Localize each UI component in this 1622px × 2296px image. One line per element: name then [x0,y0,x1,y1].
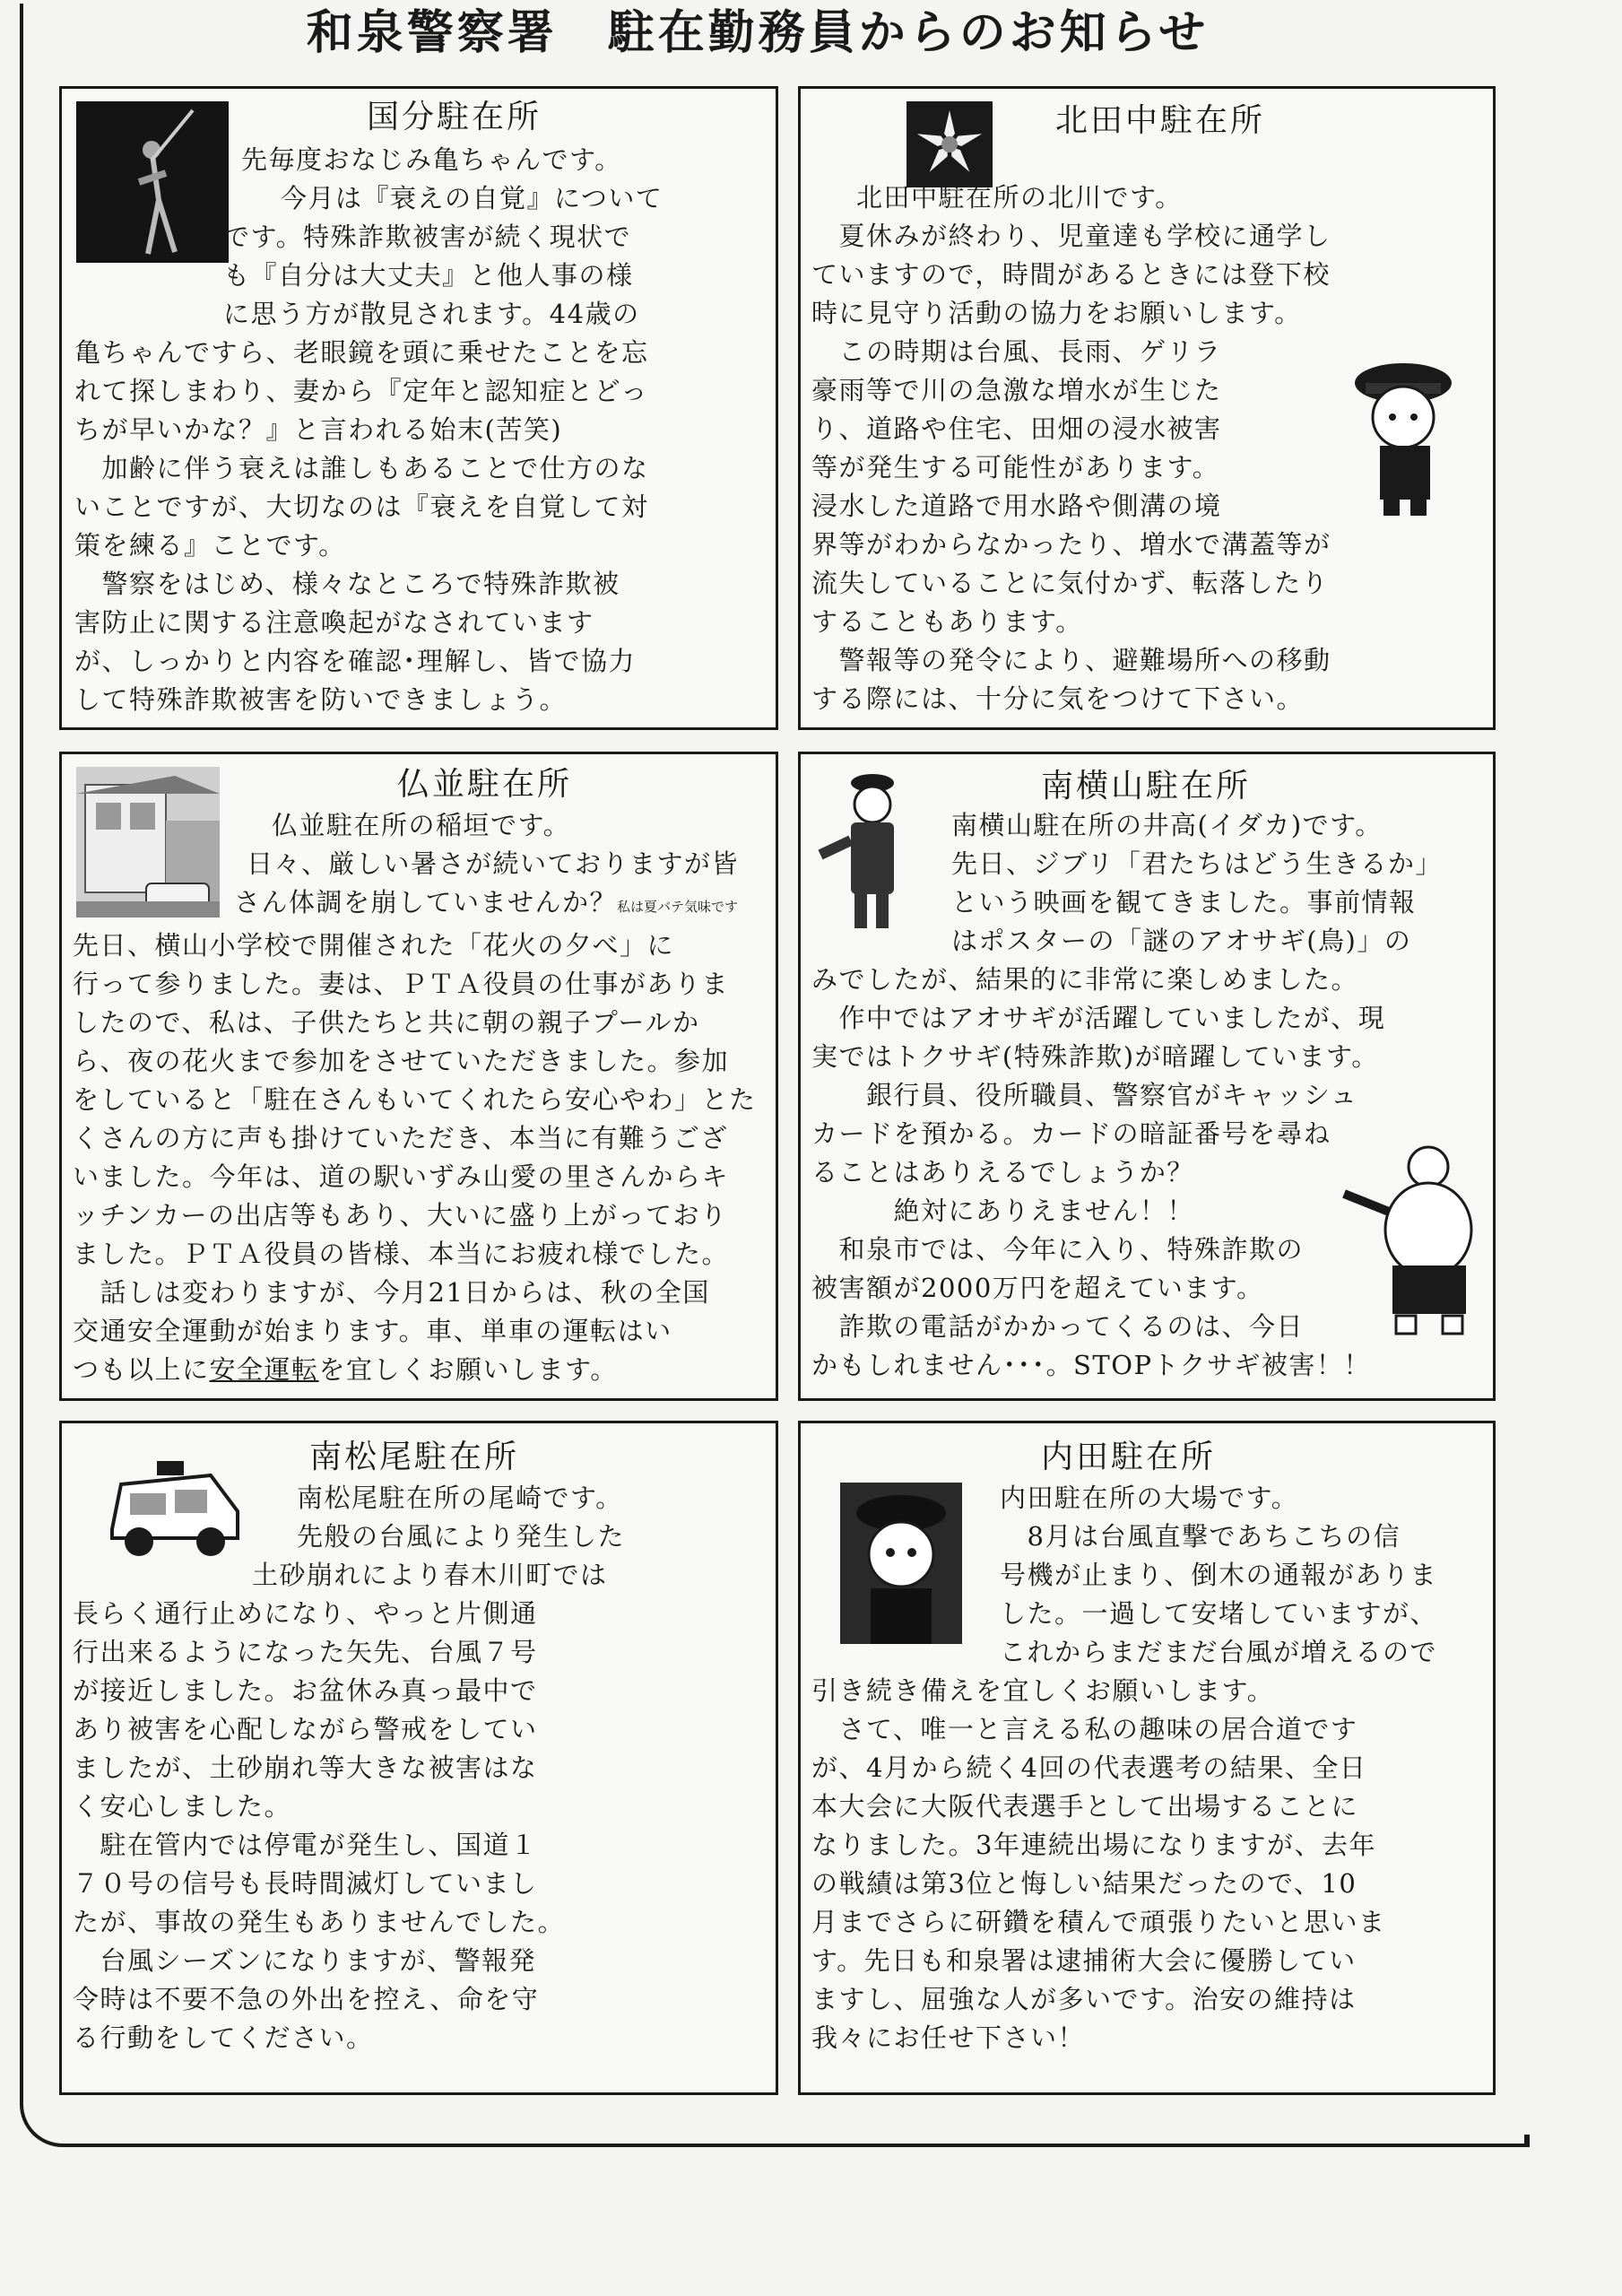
text-line: なりました。3年連続出場になりますが、去年 [811,1830,1376,1860]
text-line: 亀ちゃんですら、老眼鏡を頭に乗せたことを忘 [74,337,649,368]
text-line: して特殊詐欺被害を防いできましょう。 [74,684,568,715]
police-officer-illustration [1348,347,1464,517]
text-line: 令時は不要不急の外出を控え、命を守 [73,1984,540,2014]
text-line: も『自分は大丈夫』と他人事の様 [223,260,634,291]
text-line: をしていると「駐在さんもいてくれたら安心やわ」とた [73,1084,757,1115]
text-line: り、道路や住宅、田畑の浸水被害 [811,413,1222,444]
text-line: 先毎度おなじみ亀ちゃんです。 [241,144,622,175]
text-line: する際には、十分に気をつけて下さい。 [811,683,1305,714]
text-line: ました。ＰＴＡ役員の皆様、本当にお疲れ様でした。 [73,1239,730,1269]
section-kitatanaka [798,86,1496,730]
text-line: 警報等の発令により、避難場所への移動 [811,645,1331,675]
text-line: 話しは変わりますが、今月21日からは、秋の全国 [73,1277,710,1308]
text-line: 日々、厳しい暑さが続いておりますが皆 [247,848,740,879]
text-line: ますし、屈強な人が多いです。治安の維持は [811,1984,1357,2014]
section-title: 国分駐在所 [367,99,542,135]
text-line: 月までさらに研鑽を積んで頑張りたいと思いま [811,1907,1386,1937]
text-line: が接近しました。お盆休み真っ最中で [73,1675,538,1706]
text-line: 策を練る』ことです。 [74,530,346,561]
text-line: 実ではトクサギ(特殊詐欺)が暗躍しています。 [811,1041,1379,1072]
text-line: 和泉市では、今年に入り、特殊詐欺の [811,1234,1305,1265]
text-line: の戦績は第3位と悔しい結果だったので、10 [811,1868,1357,1899]
text-line: ッチンカーの出店等もあり、大いに盛り上がっており [73,1200,728,1231]
text-line: この時期は台風、長雨、ゲリラ [811,336,1222,367]
text-line: 8月は台風直撃であちこちの信 [1000,1521,1401,1552]
text-line: 時に見守り活動の協力をお願いします。 [811,298,1302,328]
section-minamimatsuo [59,1421,778,2095]
text-line: 内田駐在所の大場です。 [1000,1483,1299,1513]
frame-corner [1524,2135,1530,2147]
text-line: 先日、横山小学校で開催された「花火の夕べ」に [73,930,675,961]
text-line: 引き続き備えを宜しくお願いします。 [811,1675,1275,1706]
text-line: 号機が止まり、倒木の通報がありま [1000,1560,1438,1590]
text-line: 南松尾駐在所の尾崎です。 [297,1483,623,1513]
section-kokubu [59,86,778,730]
text-line: いました。今年は、道の駅いずみ山愛の里さんからキ [73,1161,730,1192]
text-line: 絶対にありえません！！ [811,1196,1195,1226]
text-line: 仏並駐在所の稲垣です。 [272,810,571,840]
text-line: が、しっかりと内容を確認･理解し、皆で協力 [74,646,637,676]
text-line: さて、唯一と言える私の趣味の居合道です [811,1714,1358,1744]
text-line: という映画を観てきました。事前情報 [951,887,1417,918]
text-line [73,1351,772,1389]
text-line: れて探しまわり、妻から『定年と認知症とどっ [74,376,648,406]
text-line: ７０号の信号も長時間滅灯していまし [73,1868,538,1899]
text-line: 警察をはじめ、様々なところで特殊詐欺被 [74,569,620,599]
text-line: く安心しました。 [73,1791,292,1822]
text-line: くさんの方に声も掛けていただき、本当に有難うござ [73,1123,728,1153]
text-line: つも以上に [73,1354,210,1385]
text-line: 害防止に関する注意喚起がなされています [74,607,594,638]
text-line: 流失していることに気付かず、転落したり [811,568,1330,598]
text-line: 先日、ジブリ「君たちはどう生きるか」 [951,848,1443,879]
text-line: 駐在管内では停電が発生し、国道１ [73,1830,538,1860]
text-line: る行動をしてください。 [73,2022,374,2053]
text-line: 被害額が2000万円を超えています。 [811,1273,1264,1303]
text-line: 浸水した道路で用水路や側溝の境 [811,491,1222,521]
underlined-text: 安全運転 [209,1354,319,1385]
text-line: ていますので，時間があるときには登下校 [811,259,1331,290]
text-line: に思う方が散見されます。44歳の [223,299,640,329]
text-line: 加齢に伴う衰えは誰しもあることで仕方のな [74,453,649,483]
text-line: たが、事故の発生もありませんでした。 [73,1907,566,1937]
text-line: 本大会に大阪代表選手として出場することに [811,1791,1359,1822]
section-title: 南松尾駐在所 [309,1439,520,1475]
text-line: することもあります。 [811,606,1083,637]
text-line: 先般の台風により発生した [297,1521,626,1552]
aside-note: 私は夏バテ気味です [617,899,739,915]
text-line: 北田中駐在所の北川です。 [856,182,1183,213]
text-line: 詐欺の電話がかかってくるのは、今日 [811,1311,1305,1342]
text-line: 今月は『衰えの自覚』について [281,183,664,213]
text-line: した。一過して安堵していますが、 [1000,1598,1438,1629]
section-minamiyokoyama [798,752,1496,1401]
text-line: を宜しくお願いします。 [318,1354,618,1385]
text-line: ましたが、土砂崩れ等大きな被害はな [73,1752,538,1783]
text-line: はポスターの「謎のアオサギ(鳥)」の [951,926,1412,956]
text-line: 土砂崩れにより春木川町では [252,1560,608,1590]
text-line: 南横山駐在所の井高(イダカ)です。 [951,810,1383,840]
text-line: あり被害を心配しながら警戒をしてい [73,1714,538,1744]
police-emblem-icon [906,101,993,187]
text-line: 銀行員、役所職員、警察官がキャッシュ [811,1080,1358,1110]
text-line: 行出来るようになった矢先、台風７号 [73,1637,538,1667]
text-line: さん体調を崩していませんか？ [234,887,618,918]
text-line: ら、夜の花火まで参加をさせていただきました。参加 [73,1046,730,1076]
text-line: 台風シーズンになりますが、警報発 [73,1945,537,1976]
text-line: これからまだまだ台風が増えるので [1000,1637,1438,1667]
section-uchida [798,1421,1496,2095]
text-line: したので、私は、子供たちと共に朝の親子プールか [73,1007,700,1038]
text-line: ることはありえるでしょうか？ [811,1157,1194,1187]
section-title: 南横山駐在所 [1041,768,1252,804]
section-title: 内田駐在所 [1041,1439,1217,1475]
text-line: 交通安全運動が始まります。車、単車の運転はい [73,1316,672,1346]
text-line: です。特殊詐欺被害が続く現状で [223,222,632,252]
text-line: す。先日も和泉署は逮捕術大会に優勝してい [811,1945,1357,1976]
text-line: 夏休みが終わり、児童達も学校に通学し [811,221,1331,251]
kendo-photo [76,101,229,263]
text-line: 長らく通行止めになり、やっと片側通 [73,1598,538,1629]
text-line: ちが早いかな？』と言われる始末(苦笑) [74,414,563,445]
text-line: カードを預かる。カードの暗証番号を尋ね [811,1118,1331,1149]
text-line: 豪雨等で川の急激な増水が生じた [811,375,1222,405]
text-line: みでしたが、結果的に非常に楽しめました。 [811,964,1359,995]
page-title: 和泉警察署 駐在勤務員からのお知らせ [306,6,1210,60]
text-line: かもしれません･･･。STOPトクサギ被害！！ [811,1350,1371,1380]
text-line: 行って参りました。妻は、ＰＴＡ役員の仕事がありま [73,969,730,999]
text-line: 我々にお任せ下さい！ [811,2022,1086,2053]
sumo-wrestler-illustration [1339,1140,1491,1337]
text-line: が、4月から続く4回の代表選考の結果、全日 [811,1752,1367,1783]
text-line: いことですが、大切なのは『衰えを自覚して対 [74,491,649,522]
text-line: 作中ではアオサギが活躍していましたが、現 [811,1003,1386,1033]
text-line [73,883,772,926]
section-title: 仏並駐在所 [397,766,573,803]
section-butsunami [59,752,778,1401]
section-title: 北田中駐在所 [1055,102,1266,139]
text-line: 界等がわからなかったり、増水で溝蓋等が [811,529,1331,560]
text-line: 等が発生する可能性があります。 [811,452,1220,483]
